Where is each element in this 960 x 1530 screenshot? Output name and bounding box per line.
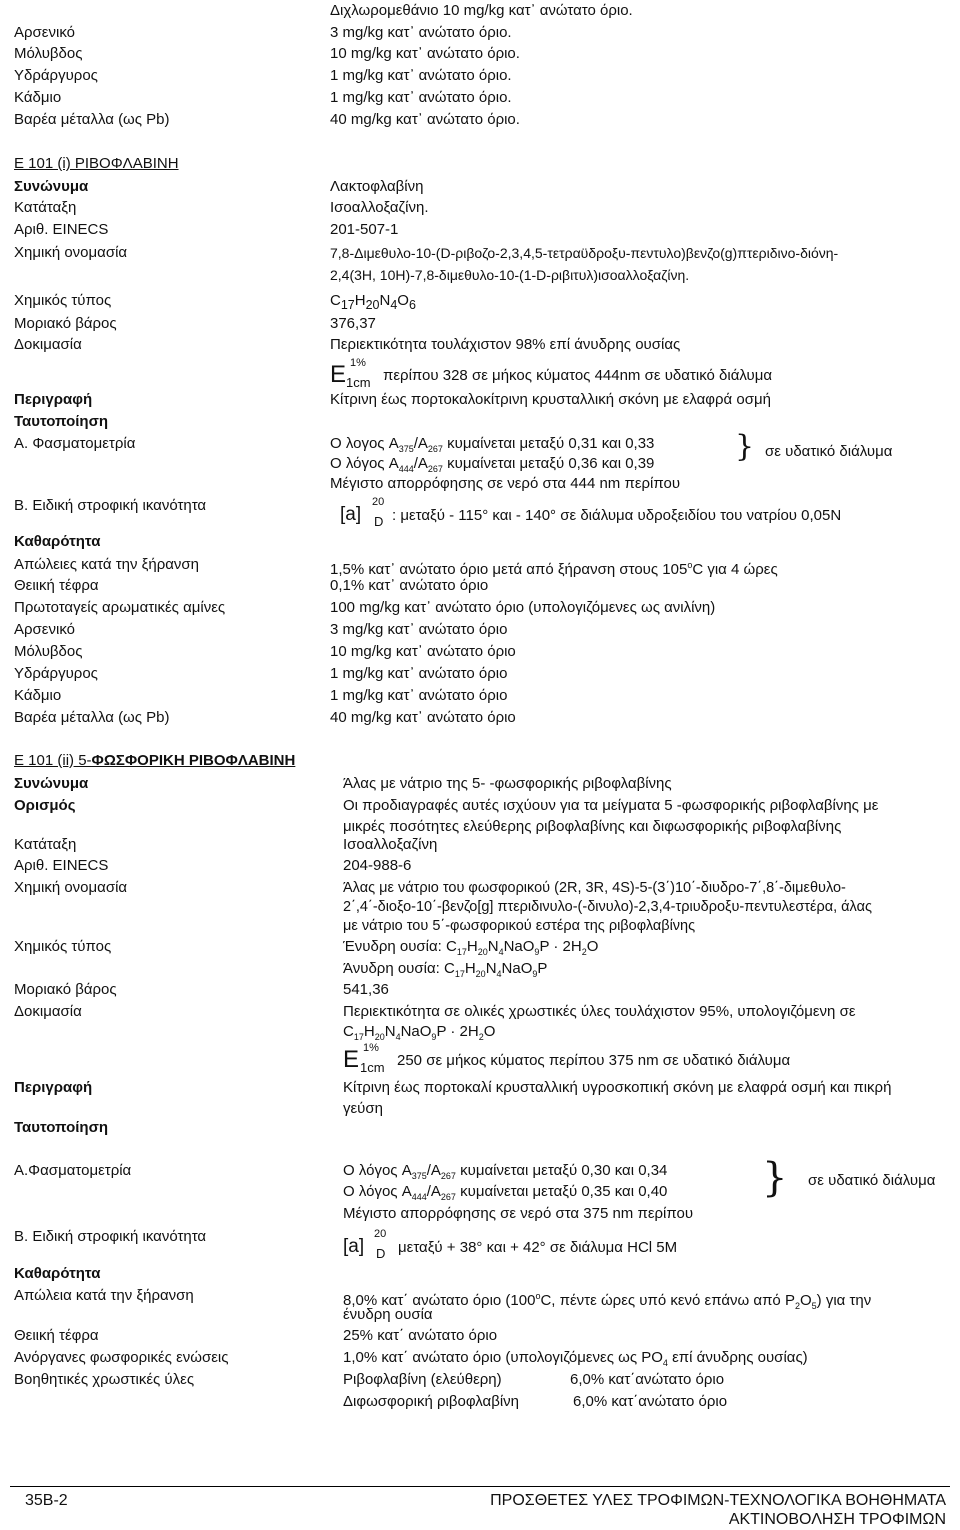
class-value-2: Ισοαλλοξαζίνη xyxy=(343,836,438,853)
einecs-label-2: Αριθ. EINECS xyxy=(14,857,109,874)
extinction-text-2: 250 σε μήκος κύματος περίπου 375 nm σε υδατικό διάλυμα xyxy=(397,1052,791,1069)
extinction-sup-2: 1% xyxy=(363,1042,379,1054)
aux-label: Βοηθητικές χρωστικές ύλες xyxy=(14,1371,195,1388)
synonyms-label: Συνώνυμα xyxy=(14,178,89,195)
spectrometry-2-line-2: Ο λόγος $A_{444}/A_{267}$ κυμαίνεται μεταξύ 0,35 και 0,40 xyxy=(343,1183,668,1202)
chem-name-2-line-1: Άλας με νάτριο του φωσφορικού (2R, 3R, 4S)-5-(3΄)10΄-διυδρο-7΄,8΄-διμεθυλο- xyxy=(343,880,846,896)
heading-prefix: E 101 (ii) 5- xyxy=(14,752,92,769)
heading-name: ΦΩΣΦΟΡΙΚΗ ΡΙΒΟΦΛΑΒΙΝΗ xyxy=(91,752,296,769)
spectrometry-note: σε υδατικό διάλυμα xyxy=(765,443,893,460)
footer-title-1: ΠΡΟΣΘΕΤΕΣ ΥΛΕΣ ΤΡΟΦΙΜΩΝ-ΤΕΧΝΟΛΟΓΙΚΑ ΒΟΗΘΗΜΑΤΑ xyxy=(490,1492,946,1509)
chem-name-line-2: 2,4(3H, 10H)-7,8-διμεθυλο-10-(1-D-ριβιτυλ)ισοαλλοξαζίνη. xyxy=(330,267,690,283)
mw-value-2: 541,36 xyxy=(343,981,389,998)
extinction-sup: 1% xyxy=(350,357,366,369)
spectrometry-line-3: Μέγιστο απορρόφησης σε νερό στα 444 nm περίπου xyxy=(330,475,681,492)
top-label-1: Αρσενικό xyxy=(14,24,75,41)
rotation-text-2: μεταξύ + 38° και + 42° σε διάλυμα HCl 5M xyxy=(398,1239,678,1256)
rotation-symbol-2: [a] xyxy=(343,1236,365,1257)
purity-value-0: 1,5% κατ᾽ ανώτατο όριο μετά από ξήρανση στους 105$^o$C για 4 ώρες xyxy=(330,560,778,578)
purity-value-4: 10 mg/kg κατ᾽ ανώτατο όριο xyxy=(330,643,516,660)
footer-title-2: ΑΚΤΙΝΟΒΟΛΗΣΗ ΤΡΟΦΙΜΩΝ xyxy=(728,1511,946,1528)
description-line-2: γεύση xyxy=(343,1100,383,1117)
einecs-value-2: 204-988-6 xyxy=(343,857,412,874)
purity-value-1: 0,1% κατ᾽ ανώτατο όριο xyxy=(330,577,489,594)
definition-label: Ορισμός xyxy=(14,797,76,814)
mw-label: Μοριακό βάρος xyxy=(14,315,117,332)
purity-label-7: Βαρέα μέταλλα (ως Pb) xyxy=(14,709,170,726)
class-value: Ισοαλλοξαζίνη. xyxy=(330,199,429,216)
brace-icon: } xyxy=(735,429,755,464)
description-label: Περιγραφή xyxy=(14,391,93,408)
section-heading: E 101 (i) ΡΙΒΟΦΛΑΒΙΝΗ xyxy=(14,155,179,172)
spectrometry-label-2: A.Φασματομετρία xyxy=(14,1162,132,1179)
rotation-sup: 20 xyxy=(372,496,385,508)
top-value-5: 40 mg/kg κατ᾽ ανώτατο όριο. xyxy=(330,111,520,128)
chem-name-label: Χημική ονομασία xyxy=(14,244,128,261)
mw-value: 376,37 xyxy=(330,315,376,332)
einecs-label: Αριθ. EINECS xyxy=(14,221,109,238)
loss-label: Απώλεια κατά την ξήρανση xyxy=(14,1287,194,1304)
einecs-value: 201-507-1 xyxy=(330,221,399,238)
identification-label-2: Ταυτοποίηση xyxy=(14,1119,109,1136)
formula-anhydrous: Άνυδρη ουσία: $C_{17}H_{20}N_4NaO_9P$ xyxy=(343,960,548,979)
formula-value: $C_{17}H_{20}N_4O_6$ xyxy=(330,292,416,312)
assay-label: Δοκιμασία xyxy=(14,336,82,353)
extinction-E: E xyxy=(330,361,347,388)
top-label-2: Μόλυβδος xyxy=(14,45,83,62)
rotation-label: B. Ειδική στροφική ικανότητα xyxy=(14,497,207,514)
top-value-1: 3 mg/kg κατ᾽ ανώτατο όριο. xyxy=(330,24,512,41)
aux-value-2: 6,0% κατ΄ανώτατο όριο xyxy=(573,1393,728,1410)
loss-line-2: ένυδρη ουσία xyxy=(343,1306,433,1323)
extinction-text: περίπου 328 σε μήκος κύματος 444nm σε υδατικό διάλυμα xyxy=(383,367,773,384)
rotation-sub-2: D xyxy=(376,1246,386,1261)
top-value-4: 1 mg/kg κατ᾽ ανώτατο όριο. xyxy=(330,89,512,106)
purity-value-5: 1 mg/kg κατ᾽ ανώτατο όριο xyxy=(330,665,508,682)
extinction-E-2: E xyxy=(343,1046,360,1073)
description-value: Κίτρινη έως πορτοκαλοκίτρινη κρυσταλλική σκόνη με ελαφρά οσμή xyxy=(330,391,771,408)
description-line-1: Κίτρινη έως πορτοκαλί κρυσταλλική υγροσκοπική σκόνη με ελαφρά οσμή και πικρή xyxy=(343,1079,892,1096)
chem-name-2-line-2: 2΄,4΄-διοξο-10΄-βενζο[g] πτεριδινυλο-(-δινυλο)-2,3,4-τριυδροξυ-πεντυλεστέρα, άλας xyxy=(343,899,872,915)
rotation-symbol: [a] xyxy=(340,504,362,525)
inorganic-label: Ανόργανες φωσφορικές ενώσεις xyxy=(14,1349,229,1366)
purity-label-5: Υδράργυρος xyxy=(14,665,98,682)
synonyms-label-2: Συνώνυμα xyxy=(14,775,89,792)
aux-name-1: Ριβοφλαβίνη (ελεύθερη) xyxy=(343,1371,502,1388)
footer-rule xyxy=(10,1486,950,1487)
rotation-label-2: B. Ειδική στροφική ικανότητα xyxy=(14,1228,207,1245)
chem-name-2-line-3: με νάτριο του 5΄-φωσφορικού εστέρα της ριβοφλαβίνης xyxy=(343,918,696,934)
chem-name-line-1: 7,8-Διμεθυλο-10-(D-ριβοζο-2,3,4,5-τετραϋδροξυ-πεντυλο)βενζο(g)πτεριδινο-διόνη- xyxy=(330,245,839,261)
purity-label-4: Μόλυβδος xyxy=(14,643,83,660)
loss-line-1: 8,0% κατ΄ ανώτατο όριο (100$^o$C, πέντε ώρες υπό κενό επάνω από $P_2O_5$) για την xyxy=(343,1291,872,1311)
purity-value-3: 3 mg/kg κατ᾽ ανώτατο όριο xyxy=(330,621,508,638)
class-label: Κατάταξη xyxy=(14,199,77,216)
purity-label-1: Θειική τέφρα xyxy=(14,577,99,594)
purity-value-2: 100 mg/kg κατ᾽ ανώτατο όριο (υπολογιζόμενες ως ανιλίνη) xyxy=(330,599,716,616)
brace-icon-2: } xyxy=(762,1155,788,1201)
extinction-sub: 1cm xyxy=(346,375,371,390)
spectrometry-2-line-3: Μέγιστο απορρόφησης σε νερό στα 375 nm περίπου xyxy=(343,1205,694,1222)
ash-value: 25% κατ΄ ανώτατο όριο xyxy=(343,1327,498,1344)
purity-label: Καθαρότητα xyxy=(14,533,101,550)
spectrometry-line-2: Ο λόγος $A_{444}/A_{267}$ κυμαίνεται μεταξύ 0,36 και 0,39 xyxy=(330,455,655,474)
synonyms-value: Λακτοφλαβίνη xyxy=(330,178,424,195)
synonyms-value-2: Άλας με νάτριο της 5- -φωσφορικής ριβοφλαβίνης xyxy=(343,775,672,792)
section-heading-2 xyxy=(14,752,295,770)
spectrometry-2-line-1: Ο λόγος $A_{375}/A_{267}$ κυμαίνεται μεταξύ 0,30 και 0,34 xyxy=(343,1162,668,1181)
assay-line-2: $C_{17}H_{20}N_4NaO_9P \cdot 2H_2O$ xyxy=(343,1023,496,1042)
description-label-2: Περιγραφή xyxy=(14,1079,93,1096)
aux-value-1: 6,0% κατ΄ανώτατο όριο xyxy=(570,1371,725,1388)
purity-label-6: Κάδμιο xyxy=(14,687,62,704)
ash-label: Θειική τέφρα xyxy=(14,1327,99,1344)
spectrometry-line-1: Ο λογος $A_{375}/A_{267}$ κυμαίνεται μεταξύ 0,31 και 0,33 xyxy=(330,435,655,454)
purity-label-0: Απώλειες κατά την ξήρανση xyxy=(14,556,200,573)
mw-label-2: Μοριακό βάρος xyxy=(14,981,117,998)
spectrometry-label: A. Φασματομετρία xyxy=(14,435,136,452)
rotation-text: : μεταξύ - 115° και - 140° σε διάλυμα υδροξειδίου του νατρίου 0,05N xyxy=(392,507,842,524)
top-value-0: Διχλωρομεθάνιο 10 mg/kg κατ᾽ ανώτατο όριο. xyxy=(330,2,633,19)
formula-hydrate: Ένυδρη ουσία: $C_{17}H_{20}N_4NaO_9P \cdot 2H_2O$ xyxy=(343,938,599,957)
definition-line-1: Οι προδιαγραφές αυτές ισχύουν για τα μείγματα 5 -φωσφορικής ριβοφλαβίνης με xyxy=(343,797,879,814)
inorganic-value: 1,0% κατ΄ ανώτατο όριο (υπολογιζόμενες ως $PO_4$ επί άνυδρης ουσίας) xyxy=(343,1349,808,1368)
assay-label-2: Δοκιμασία xyxy=(14,1003,82,1020)
definition-line-2: μικρές ποσότητες ελεύθερης ριβοφλαβίνης και διφωσφορικής ριβοφλαβίνης xyxy=(343,818,842,835)
purity-label-2: Καθαρότητα xyxy=(14,1265,101,1282)
class-label-2: Κατάταξη xyxy=(14,836,77,853)
top-value-3: 1 mg/kg κατ᾽ ανώτατο όριο. xyxy=(330,67,512,84)
purity-value-7: 40 mg/kg κατ᾽ ανώτατο όριο xyxy=(330,709,516,726)
assay-line-1: Περιεκτικότητα σε ολικές χρωστικές ύλες τουλάχιστον 95%, υπολογιζόμενη σε xyxy=(343,1003,856,1020)
page-number: 35B-2 xyxy=(25,1492,68,1509)
purity-value-6: 1 mg/kg κατ᾽ ανώτατο όριο xyxy=(330,687,508,704)
top-label-4: Κάδμιο xyxy=(14,89,62,106)
purity-label-2: Πρωτοταγείς αρωματικές αμίνες xyxy=(14,599,226,616)
spectrometry-note-2: σε υδατικό διάλυμα xyxy=(808,1172,936,1189)
extinction-sub-2: 1cm xyxy=(360,1060,385,1075)
assay-value: Περιεκτικότητα τουλάχιστον 98% επί άνυδρης ουσίας xyxy=(330,336,681,353)
top-value-2: 10 mg/kg κατ᾽ ανώτατο όριο. xyxy=(330,45,520,62)
rotation-sup-2: 20 xyxy=(374,1228,387,1240)
rotation-sub: D xyxy=(374,514,384,529)
formula-label: Χημικός τύπος xyxy=(14,292,112,309)
purity-label-3: Αρσενικό xyxy=(14,621,75,638)
formula-label-2: Χημικός τύπος xyxy=(14,938,112,955)
top-label-3: Υδράργυρος xyxy=(14,67,98,84)
identification-label: Ταυτοποίηση xyxy=(14,413,109,430)
aux-name-2: Διφωσφορική ριβοφλαβίνη xyxy=(343,1393,520,1410)
chem-name-label-2: Χημική ονομασία xyxy=(14,879,128,896)
top-label-5: Βαρέα μέταλλα (ως Pb) xyxy=(14,111,170,128)
